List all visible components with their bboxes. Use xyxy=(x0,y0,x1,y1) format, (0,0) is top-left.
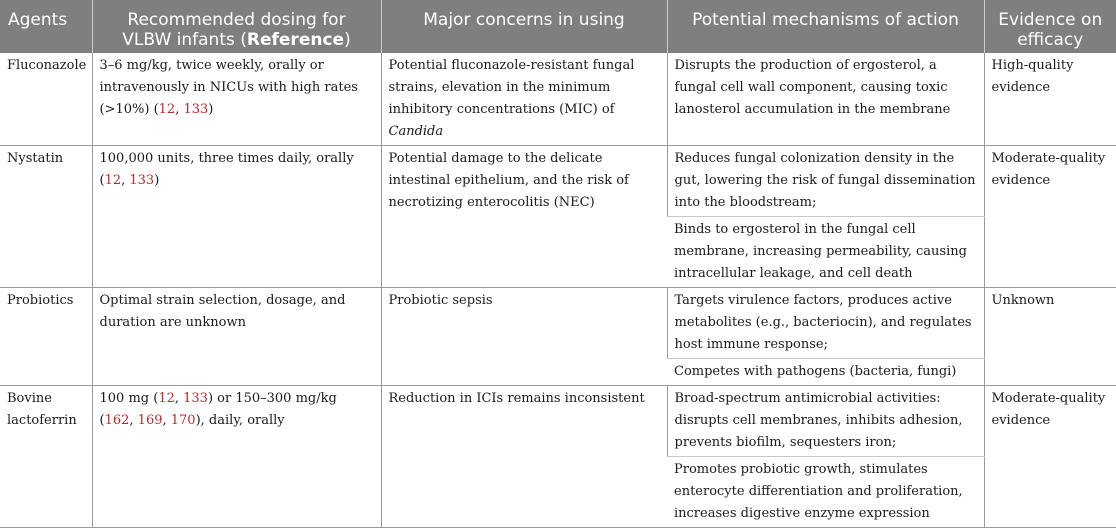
mechanism-cell: Competes with pathogens (bacteria, fungi) xyxy=(667,359,984,386)
table-row xyxy=(0,146,1116,217)
dosing-cell: Optimal strain selection, dosage, and duration are unknown xyxy=(92,288,381,386)
mechanism-cell: Broad-spectrum antimicrobial activities: disrupts cell membranes, inhibits adhesion, prevents biofilm, sequesters iron; xyxy=(667,386,984,457)
agent-cell: Probiotics xyxy=(0,288,92,386)
mechanism-cell: Promotes probiotic growth, stimulates enterocyte differentiation and proliferation, increases digestive enzyme expression xyxy=(667,457,984,528)
reference-link[interactable]: 133 xyxy=(183,391,208,406)
agent-cell: Bovine lactoferrin xyxy=(0,386,92,528)
table-row xyxy=(0,386,1116,457)
header-agents: Agents xyxy=(0,0,92,53)
reference-link[interactable]: 12 xyxy=(158,102,176,117)
concern-cell: Potential fluconazole-resistant fungal strains, elevation in the minimum inhibitory concentrations (MIC) of Candida xyxy=(381,53,667,146)
header-row xyxy=(0,0,1116,53)
mechanism-cell: Reduces fungal colonization density in the gut, lowering the risk of fungal dissemination into the bloodstream; xyxy=(667,146,984,217)
header-dosing: Recommended dosing for VLBW infants (Reference) xyxy=(92,0,381,53)
evidence-cell: Moderate-quality evidence xyxy=(984,146,1116,288)
table-row xyxy=(0,288,1116,359)
mechanism-cell: Targets virulence factors, produces active metabolites (e.g., bacteriocin), and regulates host immune response; xyxy=(667,288,984,359)
reference-link[interactable]: 133 xyxy=(183,102,209,117)
reference-link[interactable]: 162 xyxy=(104,413,130,428)
reference-link[interactable]: 169 xyxy=(137,413,163,428)
agent-cell: Nystatin xyxy=(0,146,92,288)
concern-cell: Reduction in ICIs remains inconsistent xyxy=(381,386,667,528)
dosing-cell: 100,000 units, three times daily, orally (12, 133) xyxy=(92,146,381,288)
table-row xyxy=(0,53,1116,146)
concern-cell: Probiotic sepsis xyxy=(381,288,667,386)
reference-link[interactable]: 12 xyxy=(158,391,175,406)
header-mechanisms: Potential mechanisms of action xyxy=(667,0,984,53)
reference-link[interactable]: 12 xyxy=(104,173,122,188)
mechanism-cell: Binds to ergosterol in the fungal cell membrane, increasing permeability, causing intracellular leakage, and cell death xyxy=(667,217,984,288)
reference-link[interactable]: 133 xyxy=(129,173,155,188)
agent-cell: Fluconazole xyxy=(0,53,92,146)
mechanism-cell: Disrupts the production of ergosterol, a fungal cell wall component, causing toxic lanosterol accumulation in the membrane xyxy=(667,53,984,146)
evidence-cell: Moderate-quality evidence xyxy=(984,386,1116,528)
concern-cell: Potential damage to the delicate intestinal epithelium, and the risk of necrotizing enterocolitis (NEC) xyxy=(381,146,667,288)
evidence-cell: Unknown xyxy=(984,288,1116,386)
header-evidence: Evidence on efficacy xyxy=(984,0,1116,53)
reference-link[interactable]: 170 xyxy=(170,413,196,428)
dosing-cell: 100 mg (12, 133) or 150–300 mg/kg (162, 169, 170), daily, orally xyxy=(92,386,381,528)
header-concerns: Major concerns in using xyxy=(381,0,667,53)
evidence-cell: High-quality evidence xyxy=(984,53,1116,146)
dosing-cell: 3–6 mg/kg, twice weekly, orally or intravenously in NICUs with high rates (>10%) (12, 133) xyxy=(92,53,381,146)
